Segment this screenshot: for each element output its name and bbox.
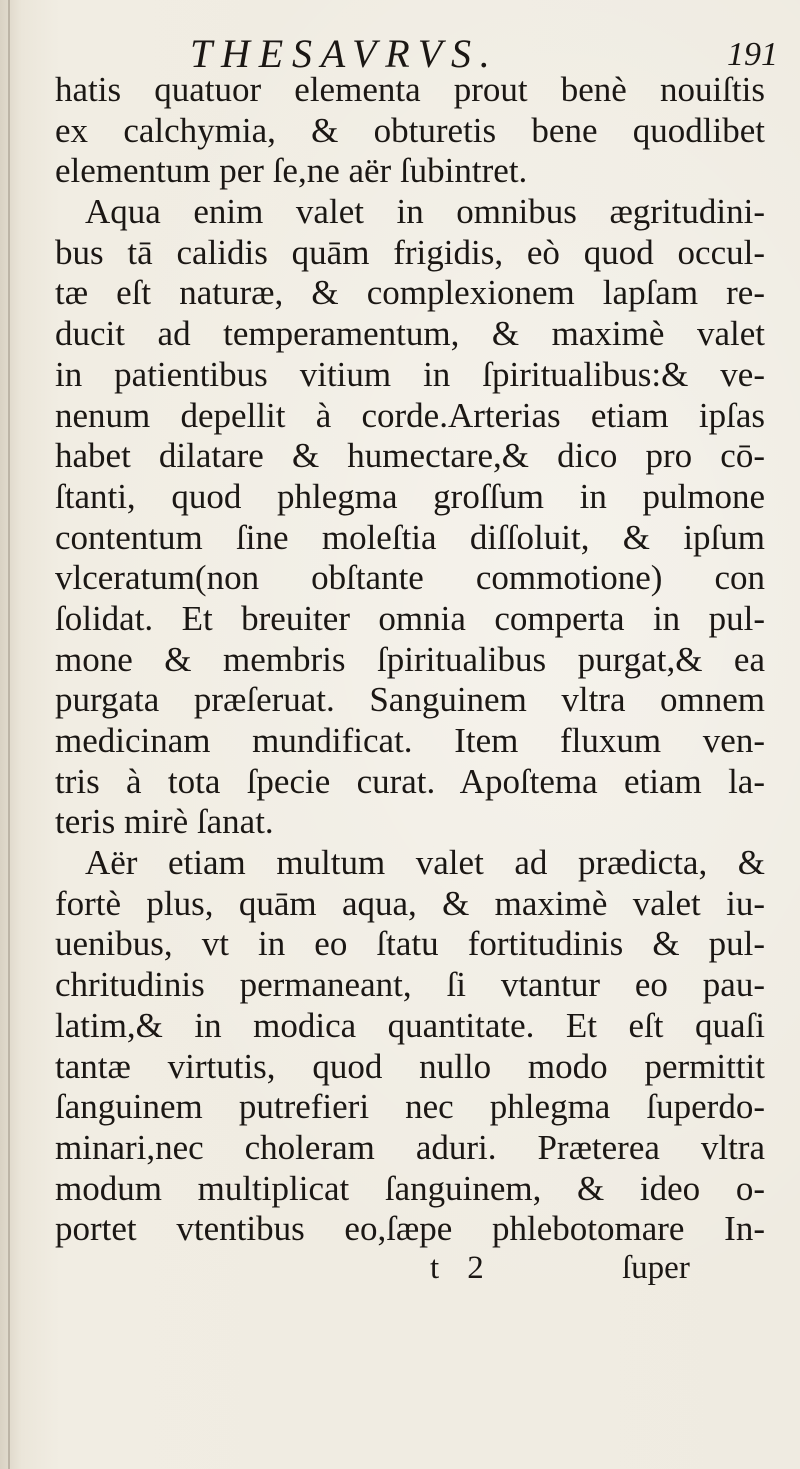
gutter-fold: [8, 0, 10, 1469]
text-line: ſolidat. Et breuiter omnia comperta in pul-: [55, 598, 765, 638]
text-line: vlceratum(non obſtante commotione) con: [55, 558, 765, 598]
text-line: hatis quatuor elementa prout benè nouiſtis: [55, 70, 765, 109]
text-line: latim,& in modica quantitate. Et eſt quaſi: [55, 1005, 765, 1045]
text-line: mone & membris ſpiritualibus purgat,& ea: [55, 639, 765, 679]
text-block: [55, 70, 765, 1291]
text-line: ex calchymia, & obturetis bene quodlibet: [55, 110, 765, 150]
text-line: tantæ virtutis, quod nullo modo permittit: [55, 1046, 765, 1086]
text-line: in patientibus vitium in ſpiritualibus:& ve-: [55, 354, 765, 394]
text-line: modum multiplicat ſanguinem, & ideo o-: [55, 1168, 765, 1208]
text-line: nenum depellit à corde.Arterias etiam ipſas: [55, 395, 765, 435]
running-head: THESAVRVS.: [190, 31, 499, 76]
text-line: minari,nec choleram aduri. Præterea vltra: [55, 1127, 765, 1167]
text-line: ſanguinem putrefieri nec phlegma ſuperdo-: [55, 1087, 765, 1127]
text-line: uenibus, vt in eo ſtatu fortitudinis & pul-: [55, 924, 765, 964]
text-line: tæ eſt naturæ, & complexionem lapſam re-: [55, 273, 765, 313]
text-line: medicinam mundificat. Item fluxum ven-: [55, 721, 765, 760]
text-line: ducit ad temperamentum, & maximè valet: [55, 314, 765, 354]
text-line: elementum per ſe,ne aër ſubintret.: [55, 151, 528, 191]
paragraph-first-line: Aër etiam multum valet ad prædicta, &: [85, 843, 765, 883]
text-line: purgata præſeruat. Sanguinem vltra omnem: [55, 680, 765, 720]
text-line: ſtanti, quod phlegma groſſum in pulmone: [55, 476, 765, 516]
text-line: chritudinis permaneant, ſi vtantur eo pau-: [55, 965, 765, 1005]
text-line: habet dilatare & humectare,& dico pro cō-: [55, 436, 765, 476]
text-line: fortè plus, quām aqua, & maximè valet iu-: [55, 883, 765, 923]
page-number: 191: [727, 36, 778, 73]
text-line: portet vtentibus eo,ſæpe phlebotomare In-: [55, 1209, 765, 1249]
signature-mark: t 2: [430, 1249, 494, 1286]
text-line: contentum ſine moleſtia diſſoluit, & ipſum: [55, 517, 765, 557]
paragraph-first-line: Aqua enim valet in omnibus ægritudini-: [85, 192, 765, 232]
catchword: ſuper: [622, 1249, 690, 1286]
text-line: bus tā calidis quām frigidis, eò quod occul-: [55, 232, 765, 272]
text-line: teris mirè ſanat.: [55, 802, 274, 842]
footer-row: [55, 1250, 765, 1291]
text-line: tris à tota ſpecie curat. Apoſtema etiam la-: [55, 761, 765, 801]
